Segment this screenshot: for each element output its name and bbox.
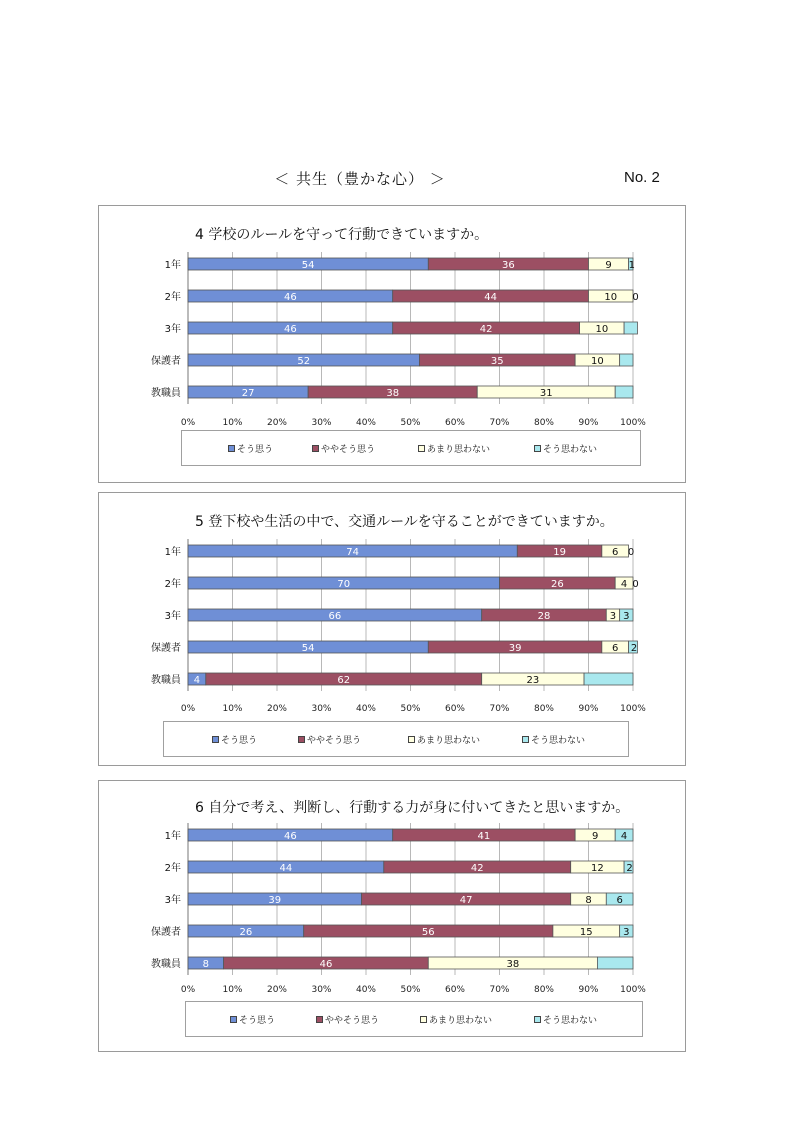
category-label: 1年 [164,831,181,842]
data-label: 54 [301,643,315,654]
data-label: 27 [241,388,255,399]
data-label: 36 [502,260,515,271]
x-tick-label: 70% [489,985,510,995]
x-tick-label: 100% [620,704,646,714]
category-label: 1年 [164,260,181,271]
data-label: 26 [550,579,564,590]
data-label: 42 [470,863,484,874]
category-label: 3年 [164,324,181,335]
data-label: 2 [626,863,633,874]
legend-swatch [522,736,529,743]
chart-title: 6 自分で考え、判断し、行動する力が身に付いてきたと思いますか。 [195,800,630,816]
category-label: 保護者 [151,643,181,654]
data-label: 52 [297,356,311,367]
x-tick-label: 80% [533,418,555,428]
legend-swatch [312,445,319,452]
chart-panel-judgment [98,780,686,1052]
data-label: 2 [630,643,638,654]
x-tick-label: 100% [620,418,646,428]
data-label: 26 [239,927,253,938]
data-label: 8 [202,959,209,970]
x-tick-label: 20% [266,985,288,995]
x-tick-label: 10% [222,418,243,428]
x-tick-label: 50% [400,704,421,714]
data-label: 42 [479,324,493,335]
x-tick-label: 80% [533,985,555,995]
bar-segment [597,957,633,969]
legend-item-somewhat-agree: ややそう思う [312,442,375,455]
data-label: 15 [579,927,593,938]
category-label: 3年 [164,611,181,622]
page-title: ＜ 共生（豊かな心） ＞ [274,170,446,188]
data-label: 54 [301,260,315,271]
data-label: 0 [632,579,639,590]
x-tick-label: 10% [222,704,243,714]
x-tick-label: 20% [266,704,288,714]
category-label: 2年 [164,292,181,303]
data-label: 3 [623,611,630,622]
category-label: 1年 [164,547,181,558]
category-label: 2年 [164,863,181,874]
data-label: 10 [595,324,609,335]
data-label: 46 [283,831,297,842]
category-label: 2年 [164,579,181,590]
x-tick-label: 70% [489,418,510,428]
legend-swatch [230,1016,237,1023]
data-label: 6 [616,895,623,906]
x-tick-label: 30% [311,985,332,995]
chart-title: 4 学校のルールを守って行動できていますか。 [195,227,489,243]
data-label: 1 [628,260,635,271]
legend-swatch [212,736,219,743]
data-label: 44 [279,863,293,874]
x-tick-label: 60% [444,418,466,428]
data-label: 10 [591,356,604,367]
legend-item-somewhat-agree: ややそう思う [316,1013,379,1026]
data-label: 0 [632,292,639,303]
legend-box [181,430,641,466]
legend-item-agree: そう思う [228,442,273,455]
category-label: 保護者 [151,927,181,938]
data-label: 46 [283,324,297,335]
data-label: 4 [193,675,201,686]
legend-item-agree: そう思う [230,1013,275,1026]
data-label: 6 [612,547,619,558]
data-label: 0 [627,547,635,558]
data-label: 38 [386,388,400,399]
data-label: 70 [337,579,351,590]
data-label: 35 [490,356,504,367]
chart-panel-rules [98,205,686,483]
data-label: 56 [421,927,435,938]
category-label: 教職員 [151,675,181,686]
data-label: 39 [508,643,522,654]
x-tick-label: 90% [578,985,599,995]
x-tick-label: 0% [180,704,196,714]
x-tick-label: 40% [355,704,377,714]
legend-box [163,721,629,757]
data-label: 41 [477,831,491,842]
x-tick-label: 40% [355,985,377,995]
legend-box [185,1001,643,1037]
data-label: 38 [506,959,520,970]
x-tick-label: 30% [311,418,332,428]
data-label: 6 [612,643,619,654]
legend-item-not-much: あまり思わない [418,442,490,455]
category-label: 教職員 [151,959,181,970]
x-tick-label: 60% [444,704,466,714]
legend-swatch [316,1016,323,1023]
bar-segment [624,322,637,334]
data-label: 3 [609,611,617,622]
legend-item-disagree: そう思わない [534,1013,597,1026]
x-tick-label: 0% [180,418,196,428]
category-label: 教職員 [151,388,181,399]
legend-item-somewhat-agree: ややそう思う [298,733,361,746]
data-label: 12 [591,863,604,874]
x-tick-label: 70% [489,704,510,714]
bar-segment [584,673,633,685]
data-label: 46 [283,292,297,303]
legend-swatch [420,1016,427,1023]
data-label: 4 [620,579,628,590]
data-label: 31 [539,388,553,399]
page-number: No. 2 [624,169,660,186]
data-label: 47 [459,895,473,906]
data-label: 9 [591,831,599,842]
x-tick-label: 90% [578,704,599,714]
data-label: 46 [319,959,333,970]
data-label: 19 [553,547,566,558]
data-label: 39 [268,895,282,906]
x-tick-label: 10% [222,985,243,995]
chart-title: 5 登下校や生活の中で、交通ルールを守ることができていますか。 [195,514,614,530]
category-label: 3年 [164,895,181,906]
legend-item-disagree: そう思わない [534,442,597,455]
x-tick-label: 30% [311,704,332,714]
data-label: 28 [537,611,551,622]
data-label: 74 [346,547,360,558]
x-tick-label: 0% [180,985,196,995]
legend-swatch [408,736,415,743]
data-label: 23 [526,675,540,686]
chart-panel-traffic [98,492,686,766]
legend-item-agree: そう思う [212,733,257,746]
legend-swatch [418,445,425,452]
x-tick-label: 50% [400,985,421,995]
x-tick-label: 100% [620,985,646,995]
category-label: 保護者 [151,356,181,367]
legend-swatch [534,1016,541,1023]
data-label: 44 [484,292,497,303]
legend-item-not-much: あまり思わない [420,1013,492,1026]
legend-swatch [534,445,541,452]
legend-item-not-much: あまり思わない [408,733,480,746]
data-label: 66 [328,611,342,622]
x-tick-label: 20% [266,418,288,428]
data-label: 3 [623,927,630,938]
bar-segment [620,354,633,366]
bar-segment [615,386,633,398]
legend-swatch [298,736,305,743]
x-tick-label: 60% [444,985,466,995]
x-tick-label: 40% [355,418,377,428]
data-label: 10 [604,292,618,303]
legend-item-disagree: そう思わない [522,733,585,746]
x-tick-label: 80% [533,704,555,714]
data-label: 4 [620,831,628,842]
x-tick-label: 50% [400,418,421,428]
legend-swatch [228,445,235,452]
data-label: 9 [605,260,612,271]
data-label: 62 [337,675,351,686]
data-label: 8 [585,895,592,906]
x-tick-label: 90% [578,418,599,428]
